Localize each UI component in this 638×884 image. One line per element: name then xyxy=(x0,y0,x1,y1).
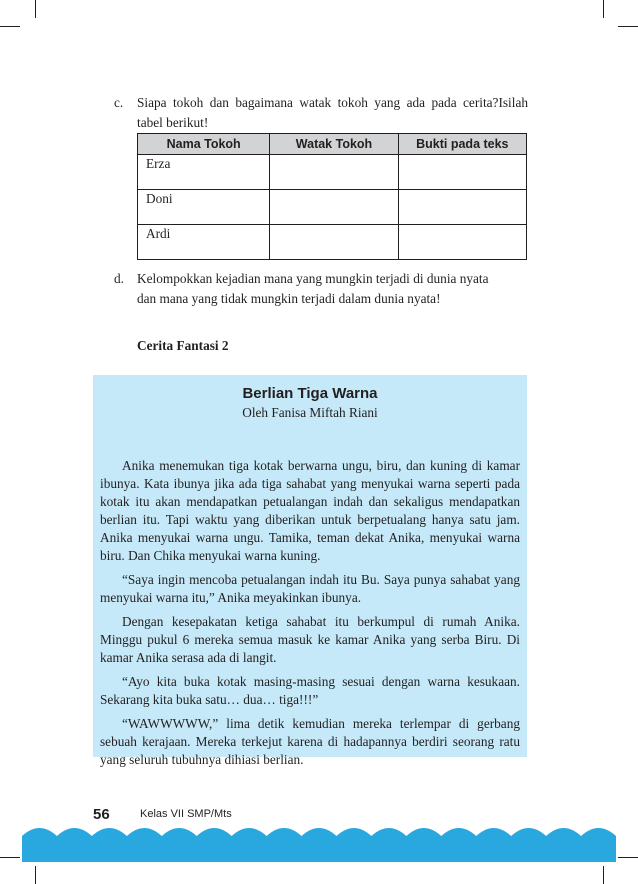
crop-mark xyxy=(0,26,20,27)
story-paragraph: Anika menemukan tiga kotak berwarna ungu, biru, dan kuning di kamar ibunya. Kata ibunya jika ada tiga sahabat yang menyukai warna seperti pada kotak itu akan mendapatkan petualangan indah dan sekaligus mendapatkan berlian itu. Tapi waktu yang diberikan untuk berpetualang hanya satu jam. Anika menyukai warna ungu. Tamika, teman dekat Anika, menyukai warna biru. Dan Chika menyukai warna kuning. xyxy=(100,458,520,563)
crop-mark xyxy=(618,26,638,27)
story-title: Berlian Tiga Warna xyxy=(242,385,378,402)
table-header-row xyxy=(138,134,527,155)
question-letter: c. xyxy=(114,95,124,110)
story-paragraph: Dengan kesepakatan ketiga sahabat itu berkumpul di rumah Anika. Minggu pukul 6 mereka semua masuk ke kamar Anika yang serba Biru. Di kamar Anika serasa ada di langit. xyxy=(100,614,520,665)
question-c xyxy=(114,93,528,133)
section-subheading: Cerita Fantasi 2 xyxy=(137,338,229,353)
story-body xyxy=(100,457,520,775)
table-cell-name: Erza xyxy=(138,155,270,190)
story-paragraph: “Saya ingin mencoba petualangan indah itu Bu. Saya punya sahabat yang menyukai warna itu,” Anika meyakinkan ibunya. xyxy=(100,572,520,605)
column-header-evidence: Bukti pada teks xyxy=(398,134,526,155)
story-paragraph: “Ayo kita buka kotak masing-masing sesuai dengan warna kesukaan. Sekarang kita buka satu… dua… tiga!!!” xyxy=(100,674,520,707)
question-letter: d. xyxy=(114,271,124,286)
table-row xyxy=(138,190,527,225)
story-box xyxy=(93,375,527,767)
question-d xyxy=(114,269,528,309)
column-header-name: Nama Tokoh xyxy=(138,134,270,155)
crop-mark xyxy=(0,857,20,858)
table-cell-name: Ardi xyxy=(138,225,270,260)
crop-mark xyxy=(35,866,36,884)
table-cell-empty xyxy=(270,155,398,190)
table-row xyxy=(138,155,527,190)
crop-mark xyxy=(603,866,604,884)
wave-band xyxy=(22,828,616,862)
table-cell-empty xyxy=(398,155,526,190)
crop-mark xyxy=(618,857,638,858)
footer-label: Kelas VII SMP/Mts xyxy=(140,808,232,820)
character-table xyxy=(137,133,527,260)
page-number: 56 xyxy=(93,806,110,823)
story-author: Oleh Fanisa Miftah Riani xyxy=(242,405,378,420)
wave-decoration xyxy=(22,822,616,862)
table-cell-empty xyxy=(398,190,526,225)
crop-mark xyxy=(603,0,604,18)
question-text: Siapa tokoh dan bagaimana watak tokoh yang ada pada cerita?Isilah tabel berikut! xyxy=(137,95,528,130)
story-paragraph: “WAWWWWW,” lima detik kemudian mereka terlempar di gerbang sebuah kerajaan. Mereka terkejut karena di hadapannya berdiri seorang ratu yang seluruh tubuhnya dihiasi berlian. xyxy=(100,716,520,767)
column-header-character: Watak Tokoh xyxy=(270,134,398,155)
table-row xyxy=(138,225,527,260)
table-cell-empty xyxy=(270,225,398,260)
table-cell-empty xyxy=(270,190,398,225)
crop-mark xyxy=(35,0,36,18)
table-cell-empty xyxy=(398,225,526,260)
table-cell-name: Doni xyxy=(138,190,270,225)
question-text: Kelompokkan kejadian mana yang mungkin terjadi di dunia nyata dan mana yang tidak mungkin terjadi dalam dunia nyata! xyxy=(137,271,489,306)
